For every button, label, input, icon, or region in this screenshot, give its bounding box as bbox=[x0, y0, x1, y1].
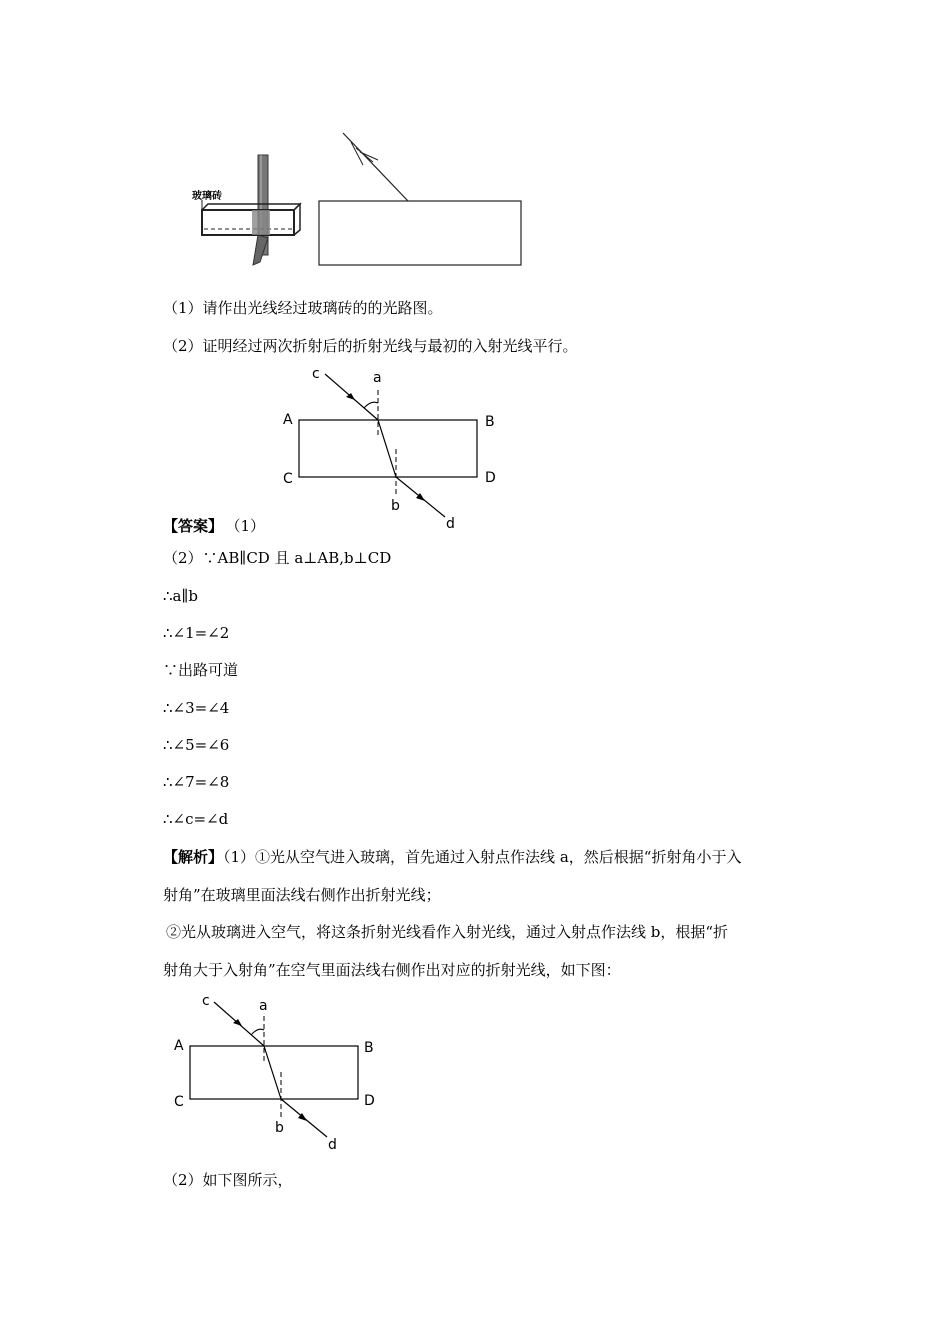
glass-brick-label: 玻璃砖 bbox=[192, 191, 222, 202]
analysis-line-2: 射角”在玻璃里面法线右侧作出折射光线； bbox=[163, 886, 441, 904]
label-C: C bbox=[283, 471, 293, 487]
answer-line: （2）∵AB∥CD 且 a⊥AB,b⊥CD bbox=[163, 549, 392, 567]
label-d: d bbox=[328, 1137, 337, 1153]
answer-line: ∴∠1=∠2 bbox=[163, 624, 230, 642]
answer-part1: （1） bbox=[233, 517, 266, 535]
label-c: c bbox=[202, 993, 210, 1009]
question-2: （2）证明经过两次折射后的折射光线与最初的入射光线平行。 bbox=[163, 337, 578, 355]
label-a: a bbox=[259, 998, 268, 1014]
answer-heading: 【答案】 bbox=[163, 517, 224, 535]
analysis-text-1: （1）①光从空气进入玻璃，首先通过入射点作法线 a，然后根据“折射角小于入 bbox=[223, 848, 742, 866]
label-D: D bbox=[364, 1093, 375, 1109]
analysis-line-1 bbox=[163, 847, 741, 867]
answer-line: ∴∠5=∠6 bbox=[163, 736, 230, 754]
label-D: D bbox=[485, 470, 496, 486]
label-B: B bbox=[364, 1040, 374, 1056]
refraction-diagram-2 bbox=[170, 990, 390, 1155]
question-1: （1）请作出光线经过玻璃砖的的光路图。 bbox=[163, 299, 443, 317]
label-d: d bbox=[446, 516, 455, 532]
answer-line: ∴∠3=∠4 bbox=[163, 699, 230, 717]
label-A: A bbox=[283, 412, 293, 428]
label-c: c bbox=[312, 366, 320, 382]
refraction-diagram-1 bbox=[280, 362, 510, 532]
analysis-heading: 【解析】 bbox=[163, 848, 224, 866]
glass-brick-figure bbox=[190, 150, 310, 275]
label-A: A bbox=[174, 1038, 184, 1054]
answer-line: ∴a∥b bbox=[163, 587, 199, 605]
label-B: B bbox=[485, 414, 495, 430]
label-C: C bbox=[174, 1094, 184, 1110]
answer-line: ∴∠7=∠8 bbox=[163, 773, 230, 791]
answer-line: ∴∠c=∠d bbox=[163, 810, 229, 828]
analysis-line-3: ②光从玻璃进入空气，将这条折射光线看作入射光线，通过入射点作法线 b，根据“折 bbox=[166, 923, 729, 941]
label-a: a bbox=[373, 370, 382, 386]
analysis-line-4: 射角大于入射角”在空气里面法线右侧作出对应的折射光线，如下图： bbox=[163, 961, 621, 979]
label-b: b bbox=[275, 1120, 284, 1136]
answer-line: ∵出路可道 bbox=[163, 661, 239, 679]
analysis-line-5: （2）如下图所示， bbox=[163, 1171, 293, 1189]
answer-header bbox=[163, 516, 265, 536]
incident-ray-figure bbox=[318, 130, 528, 270]
label-b: b bbox=[391, 498, 400, 514]
